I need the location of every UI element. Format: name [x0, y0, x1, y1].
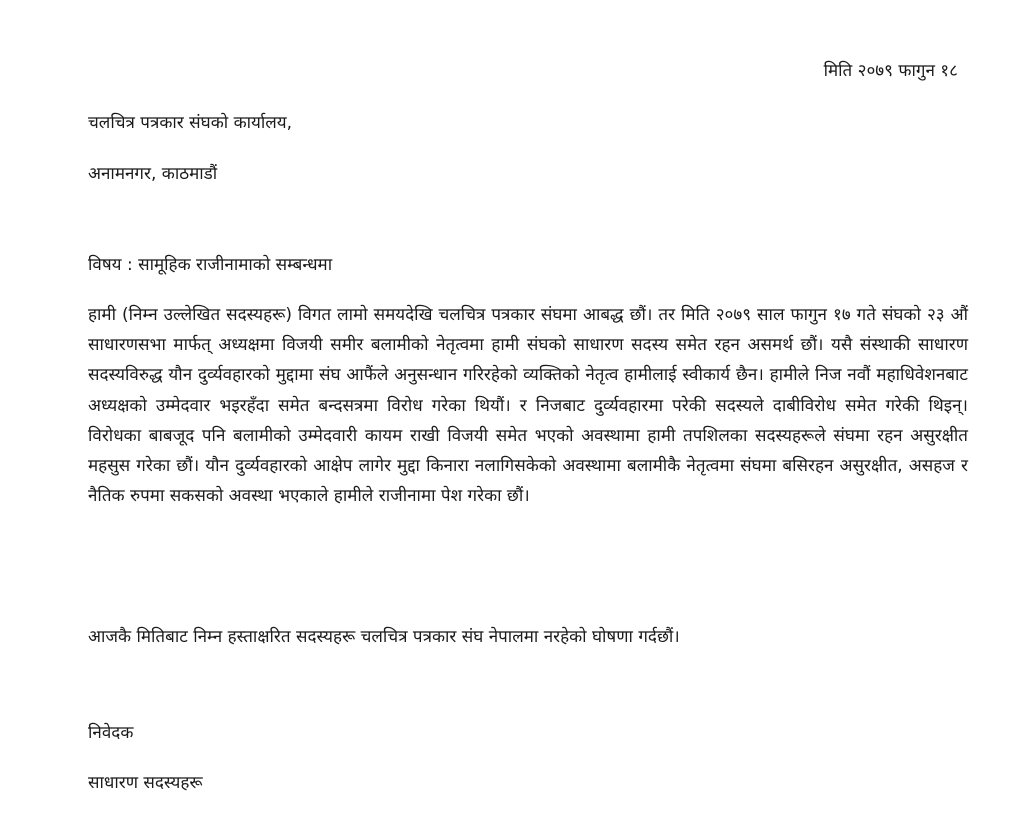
letter-date: मिति २०७९ फागुन १८ [823, 61, 958, 81]
recipient-address: अनामनगर, काठमाडौं [88, 164, 218, 184]
letter-subject: विषय : सामूहिक राजीनामाको सम्बन्धमा [88, 255, 333, 275]
declaration-paragraph: आजकै मितिबाट निम्न हस्ताक्षरित सदस्यहरू चलचित्र पत्रकार संघ नेपालमा नरहेको घोषणा गर्दछौं। [88, 627, 680, 647]
recipient-office: चलचित्र पत्रकार संघको कार्यालय, [88, 113, 293, 133]
body-paragraph: हामी (निम्न उल्लेखित सदस्यहरू) विगत लामो समयदेखि चलचित्र पत्रकार संघमा आबद्ध छौं। तर मिति २०७९ साल फागुन १७ गते संघको २३ औं साधारणसभा मार्फत् अध्यक्षमा विजयी समीर बलामीको नेतृत्वमा हामी संघको साधारण सदस्य समेत रहन असमर्थ छौं। यसै संस्थाकी साधारण सदस्यविरुद्ध यौन दुर्व्यवहारको मुद्दामा संघ आफैंले अनुसन्धान गरिरहेको व्यक्तिको नेतृत्व हामीलाई स्वीकार्य छैन। हामीले निज नवौं महाधिवेशनबाट अध्यक्षको उम्मेदवार भइरहँदा समेत बन्दसत्रमा विरोध गरेका थियौं। र निजबाट दुर्व्यवहारमा परेकी सदस्यले दाबीविरोध समेत गरेकी थिइन्। विरोधका बाबजूद पनि बलामीको उम्मेदवारी कायम राखी विजयी समेत भएको अवस्थामा हामी तपशिलका सदस्यहरूले संघमा रहन असुरक्षीत महसुस गरेका छौं। यौन दुर्व्यवहारको आक्षेप लागेर मुद्दा किनारा नलागिसकेको अवस्थामा बलामीकै नेतृत्वमा संघमा बसिरहन असुरक्षीत, असहज र नैतिक रुपमा सकसको अवस्था भएकाले हामीले राजीनामा पेश गरेका छौं। [88, 305, 968, 507]
closing-applicant: निवेदक [88, 723, 134, 743]
closing-members: साधारण सदस्यहरू [88, 773, 203, 793]
